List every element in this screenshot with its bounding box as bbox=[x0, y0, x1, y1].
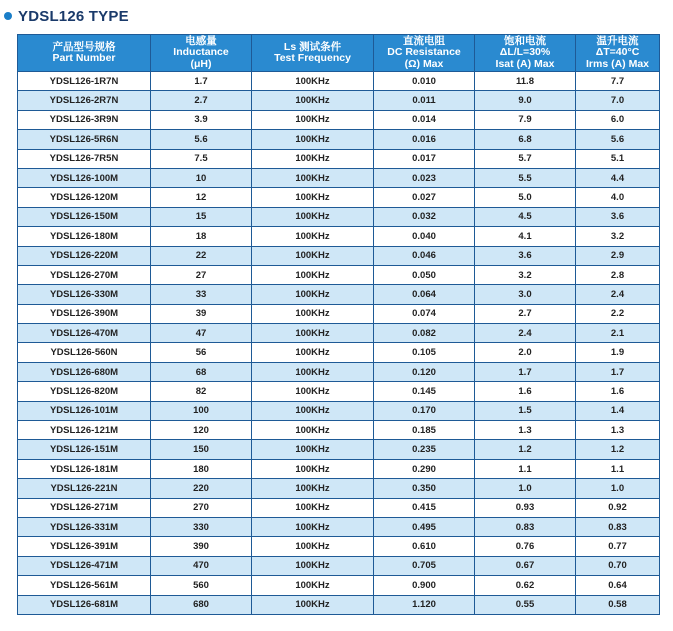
table-cell: 560 bbox=[151, 576, 252, 595]
table-cell: 0.415 bbox=[374, 498, 475, 517]
table-header bbox=[18, 35, 660, 72]
table-cell: YDSL126-180M bbox=[18, 227, 151, 246]
table-cell: YDSL126-560N bbox=[18, 343, 151, 362]
table-cell: 7.0 bbox=[576, 91, 660, 110]
table-cell: 2.1 bbox=[576, 324, 660, 343]
table-cell: 0.610 bbox=[374, 537, 475, 556]
table-cell: YDSL126-7R5N bbox=[18, 149, 151, 168]
table-cell: 0.050 bbox=[374, 265, 475, 284]
table-cell: YDSL126-471M bbox=[18, 556, 151, 575]
table-cell: 1.3 bbox=[475, 421, 576, 440]
table-cell: 3.6 bbox=[576, 207, 660, 226]
table-cell: 0.010 bbox=[374, 72, 475, 91]
table-cell: 3.2 bbox=[475, 265, 576, 284]
table-cell: 0.046 bbox=[374, 246, 475, 265]
table-cell: 100KHz bbox=[252, 479, 374, 498]
table-cell: 0.170 bbox=[374, 401, 475, 420]
column-header-en2: Isat (A) Max bbox=[495, 57, 555, 70]
table-row bbox=[18, 168, 660, 187]
column-header-cn: 温升电流 bbox=[596, 34, 639, 47]
column-header-cn: 直流电阻 bbox=[403, 34, 445, 47]
table-cell: 2.4 bbox=[576, 285, 660, 304]
table-cell: 0.145 bbox=[374, 382, 475, 401]
table-row bbox=[18, 421, 660, 440]
table-cell: 4.5 bbox=[475, 207, 576, 226]
table-cell: 0.014 bbox=[374, 110, 475, 129]
table-row bbox=[18, 91, 660, 110]
table-cell: YDSL126-820M bbox=[18, 382, 151, 401]
table-cell: 1.4 bbox=[576, 401, 660, 420]
table-cell: 100KHz bbox=[252, 440, 374, 459]
table-cell: YDSL126-270M bbox=[18, 265, 151, 284]
table-cell: 2.9 bbox=[576, 246, 660, 265]
table-cell: YDSL126-100M bbox=[18, 168, 151, 187]
table-cell: 0.064 bbox=[374, 285, 475, 304]
column-header bbox=[252, 35, 374, 72]
table-cell: YDSL126-680M bbox=[18, 362, 151, 381]
table-row bbox=[18, 227, 660, 246]
table-row bbox=[18, 576, 660, 595]
table-cell: 4.0 bbox=[576, 188, 660, 207]
table-row bbox=[18, 207, 660, 226]
table-cell: YDSL126-271M bbox=[18, 498, 151, 517]
table-cell: YDSL126-2R7N bbox=[18, 91, 151, 110]
table-cell: 4.4 bbox=[576, 168, 660, 187]
table-row bbox=[18, 382, 660, 401]
table-cell: 1.6 bbox=[576, 382, 660, 401]
table-cell: 220 bbox=[151, 479, 252, 498]
table-cell: 1.7 bbox=[576, 362, 660, 381]
table-cell: 27 bbox=[151, 265, 252, 284]
table-cell: 390 bbox=[151, 537, 252, 556]
table-row bbox=[18, 285, 660, 304]
table-cell: 0.017 bbox=[374, 149, 475, 168]
column-header bbox=[475, 35, 576, 72]
table-row bbox=[18, 149, 660, 168]
table-cell: 1.2 bbox=[475, 440, 576, 459]
table-cell: YDSL126-221N bbox=[18, 479, 151, 498]
table-cell: 100KHz bbox=[252, 91, 374, 110]
table-cell: 0.900 bbox=[374, 576, 475, 595]
table-cell: 0.76 bbox=[475, 537, 576, 556]
table-cell: 0.92 bbox=[576, 498, 660, 517]
table-cell: 0.93 bbox=[475, 498, 576, 517]
table-cell: 0.040 bbox=[374, 227, 475, 246]
table-row bbox=[18, 130, 660, 149]
table-cell: YDSL126-681M bbox=[18, 595, 151, 614]
table-cell: 100KHz bbox=[252, 556, 374, 575]
table-row bbox=[18, 498, 660, 517]
title-text: YDSL126 TYPE bbox=[18, 7, 129, 25]
table-cell: 0.67 bbox=[475, 556, 576, 575]
column-header bbox=[18, 35, 151, 72]
column-header bbox=[151, 35, 252, 72]
column-header-cn: 产品型号规格 bbox=[52, 40, 116, 53]
table-cell: 0.58 bbox=[576, 595, 660, 614]
table-cell: YDSL126-3R9N bbox=[18, 110, 151, 129]
column-header-en: ΔL/L=30% bbox=[499, 46, 551, 59]
table-cell: 100KHz bbox=[252, 421, 374, 440]
table-row bbox=[18, 440, 660, 459]
table-row bbox=[18, 556, 660, 575]
table-cell: 2.7 bbox=[151, 91, 252, 110]
table-row bbox=[18, 343, 660, 362]
table-cell: 100KHz bbox=[252, 401, 374, 420]
table-cell: 0.011 bbox=[374, 91, 475, 110]
table-cell: 0.023 bbox=[374, 168, 475, 187]
table-cell: YDSL126-5R6N bbox=[18, 130, 151, 149]
table-cell: 5.7 bbox=[475, 149, 576, 168]
table-cell: 100KHz bbox=[252, 517, 374, 536]
table-cell: 100KHz bbox=[252, 149, 374, 168]
table-cell: 0.70 bbox=[576, 556, 660, 575]
table-cell: 2.7 bbox=[475, 304, 576, 323]
table-cell: 18 bbox=[151, 227, 252, 246]
table-cell: 100KHz bbox=[252, 382, 374, 401]
table-row bbox=[18, 479, 660, 498]
table-cell: 0.120 bbox=[374, 362, 475, 381]
table-row bbox=[18, 188, 660, 207]
table-cell: 5.6 bbox=[151, 130, 252, 149]
table-cell: 470 bbox=[151, 556, 252, 575]
column-header-cn: Ls 测试条件 bbox=[283, 40, 342, 53]
table-cell: 0.027 bbox=[374, 188, 475, 207]
table-cell: 100KHz bbox=[252, 207, 374, 226]
table-cell: 5.1 bbox=[576, 149, 660, 168]
table-row bbox=[18, 72, 660, 91]
page-title bbox=[4, 6, 129, 26]
table-cell: 22 bbox=[151, 246, 252, 265]
table-cell: 15 bbox=[151, 207, 252, 226]
bullet-icon bbox=[4, 12, 12, 20]
table-cell: 0.185 bbox=[374, 421, 475, 440]
table-cell: YDSL126-1R7N bbox=[18, 72, 151, 91]
table-cell: 0.55 bbox=[475, 595, 576, 614]
table-body bbox=[18, 72, 660, 615]
table-cell: 4.1 bbox=[475, 227, 576, 246]
table-row bbox=[18, 304, 660, 323]
table-row bbox=[18, 246, 660, 265]
table-cell: 3.9 bbox=[151, 110, 252, 129]
table-cell: 0.032 bbox=[374, 207, 475, 226]
table-cell: 0.83 bbox=[475, 517, 576, 536]
table-cell: 1.7 bbox=[151, 72, 252, 91]
table-cell: YDSL126-151M bbox=[18, 440, 151, 459]
table-cell: 6.8 bbox=[475, 130, 576, 149]
column-header bbox=[576, 35, 660, 72]
table-cell: 100KHz bbox=[252, 576, 374, 595]
table-cell: 68 bbox=[151, 362, 252, 381]
table-cell: YDSL126-220M bbox=[18, 246, 151, 265]
table-cell: 82 bbox=[151, 382, 252, 401]
table-cell: 6.0 bbox=[576, 110, 660, 129]
table-cell: 2.8 bbox=[576, 265, 660, 284]
table-cell: 7.7 bbox=[576, 72, 660, 91]
table-cell: 5.0 bbox=[475, 188, 576, 207]
table-cell: YDSL126-331M bbox=[18, 517, 151, 536]
table-row bbox=[18, 537, 660, 556]
table-cell: 1.0 bbox=[576, 479, 660, 498]
column-header-en: Test Frequency bbox=[274, 52, 351, 64]
table-cell: 1.1 bbox=[475, 459, 576, 478]
table-row bbox=[18, 517, 660, 536]
table-cell: YDSL126-120M bbox=[18, 188, 151, 207]
table-cell: 1.7 bbox=[475, 362, 576, 381]
table-cell: YDSL126-121M bbox=[18, 421, 151, 440]
table-cell: 10 bbox=[151, 168, 252, 187]
table-cell: 100KHz bbox=[252, 72, 374, 91]
table-row bbox=[18, 265, 660, 284]
table-cell: 0.082 bbox=[374, 324, 475, 343]
table-cell: 0.62 bbox=[475, 576, 576, 595]
column-header-cn: 电感量 bbox=[185, 34, 217, 47]
table-cell: 3.6 bbox=[475, 246, 576, 265]
column-header-en: Part Number bbox=[52, 52, 116, 64]
table-cell: YDSL126-330M bbox=[18, 285, 151, 304]
table-cell: 39 bbox=[151, 304, 252, 323]
table-cell: 100KHz bbox=[252, 227, 374, 246]
table-cell: 1.120 bbox=[374, 595, 475, 614]
table-cell: 1.3 bbox=[576, 421, 660, 440]
table-cell: 100KHz bbox=[252, 595, 374, 614]
table-cell: 270 bbox=[151, 498, 252, 517]
table-cell: 1.5 bbox=[475, 401, 576, 420]
table-cell: YDSL126-391M bbox=[18, 537, 151, 556]
table-cell: 0.64 bbox=[576, 576, 660, 595]
table-cell: 0.495 bbox=[374, 517, 475, 536]
column-header-en: Inductance bbox=[173, 46, 229, 59]
column-header-en2: (μH) bbox=[190, 57, 212, 70]
table-cell: 680 bbox=[151, 595, 252, 614]
table-cell: 12 bbox=[151, 188, 252, 207]
table-cell: 100KHz bbox=[252, 362, 374, 381]
table-cell: YDSL126-470M bbox=[18, 324, 151, 343]
table-cell: 100KHz bbox=[252, 304, 374, 323]
table-cell: 1.1 bbox=[576, 459, 660, 478]
table-cell: 0.350 bbox=[374, 479, 475, 498]
table-cell: 100KHz bbox=[252, 188, 374, 207]
table-cell: 100KHz bbox=[252, 537, 374, 556]
table-cell: 1.0 bbox=[475, 479, 576, 498]
table-cell: 100KHz bbox=[252, 285, 374, 304]
table-cell: 56 bbox=[151, 343, 252, 362]
table-cell: 100KHz bbox=[252, 459, 374, 478]
table-cell: 2.0 bbox=[475, 343, 576, 362]
table-row bbox=[18, 401, 660, 420]
table-row bbox=[18, 595, 660, 614]
table-cell: 0.705 bbox=[374, 556, 475, 575]
table-cell: 5.5 bbox=[475, 168, 576, 187]
table-row bbox=[18, 362, 660, 381]
table-cell: 0.77 bbox=[576, 537, 660, 556]
table-cell: 47 bbox=[151, 324, 252, 343]
table-cell: 3.2 bbox=[576, 227, 660, 246]
table-cell: 1.6 bbox=[475, 382, 576, 401]
header-row bbox=[18, 35, 660, 72]
column-header bbox=[374, 35, 475, 72]
column-header-cn: 饱和电流 bbox=[504, 34, 546, 47]
table-cell: 0.235 bbox=[374, 440, 475, 459]
table-cell: 180 bbox=[151, 459, 252, 478]
table-cell: 100KHz bbox=[252, 168, 374, 187]
table-cell: 100KHz bbox=[252, 110, 374, 129]
column-header-en2: (Ω) Max bbox=[404, 57, 444, 70]
table-cell: 150 bbox=[151, 440, 252, 459]
table-cell: YDSL126-101M bbox=[18, 401, 151, 420]
table-cell: 1.2 bbox=[576, 440, 660, 459]
table-cell: 3.0 bbox=[475, 285, 576, 304]
table-cell: 100KHz bbox=[252, 324, 374, 343]
table-cell: 2.2 bbox=[576, 304, 660, 323]
table-cell: 2.4 bbox=[475, 324, 576, 343]
table-cell: YDSL126-181M bbox=[18, 459, 151, 478]
table-cell: 0.290 bbox=[374, 459, 475, 478]
table-cell: 7.9 bbox=[475, 110, 576, 129]
table-cell: 0.074 bbox=[374, 304, 475, 323]
table-cell: 7.5 bbox=[151, 149, 252, 168]
table-cell: YDSL126-150M bbox=[18, 207, 151, 226]
table-row bbox=[18, 110, 660, 129]
table-cell: 11.8 bbox=[475, 72, 576, 91]
spec-table bbox=[17, 34, 660, 615]
table-cell: 330 bbox=[151, 517, 252, 536]
table-cell: 0.105 bbox=[374, 343, 475, 362]
table-cell: 100 bbox=[151, 401, 252, 420]
table-cell: 9.0 bbox=[475, 91, 576, 110]
column-header-en: DC Resistance bbox=[387, 46, 461, 59]
table-cell: YDSL126-390M bbox=[18, 304, 151, 323]
table-cell: 0.016 bbox=[374, 130, 475, 149]
table-cell: 100KHz bbox=[252, 265, 374, 284]
table-cell: 1.9 bbox=[576, 343, 660, 362]
table-cell: 100KHz bbox=[252, 246, 374, 265]
column-header-en: ΔT=40°C bbox=[595, 46, 640, 59]
table-cell: 100KHz bbox=[252, 343, 374, 362]
table-cell: 33 bbox=[151, 285, 252, 304]
table-cell: 120 bbox=[151, 421, 252, 440]
column-header-en2: Irms (A) Max bbox=[585, 57, 649, 70]
table-cell: 100KHz bbox=[252, 130, 374, 149]
table-cell: 0.83 bbox=[576, 517, 660, 536]
table-cell: 5.6 bbox=[576, 130, 660, 149]
table-cell: 100KHz bbox=[252, 498, 374, 517]
table-row bbox=[18, 459, 660, 478]
table-cell: YDSL126-561M bbox=[18, 576, 151, 595]
table-row bbox=[18, 324, 660, 343]
